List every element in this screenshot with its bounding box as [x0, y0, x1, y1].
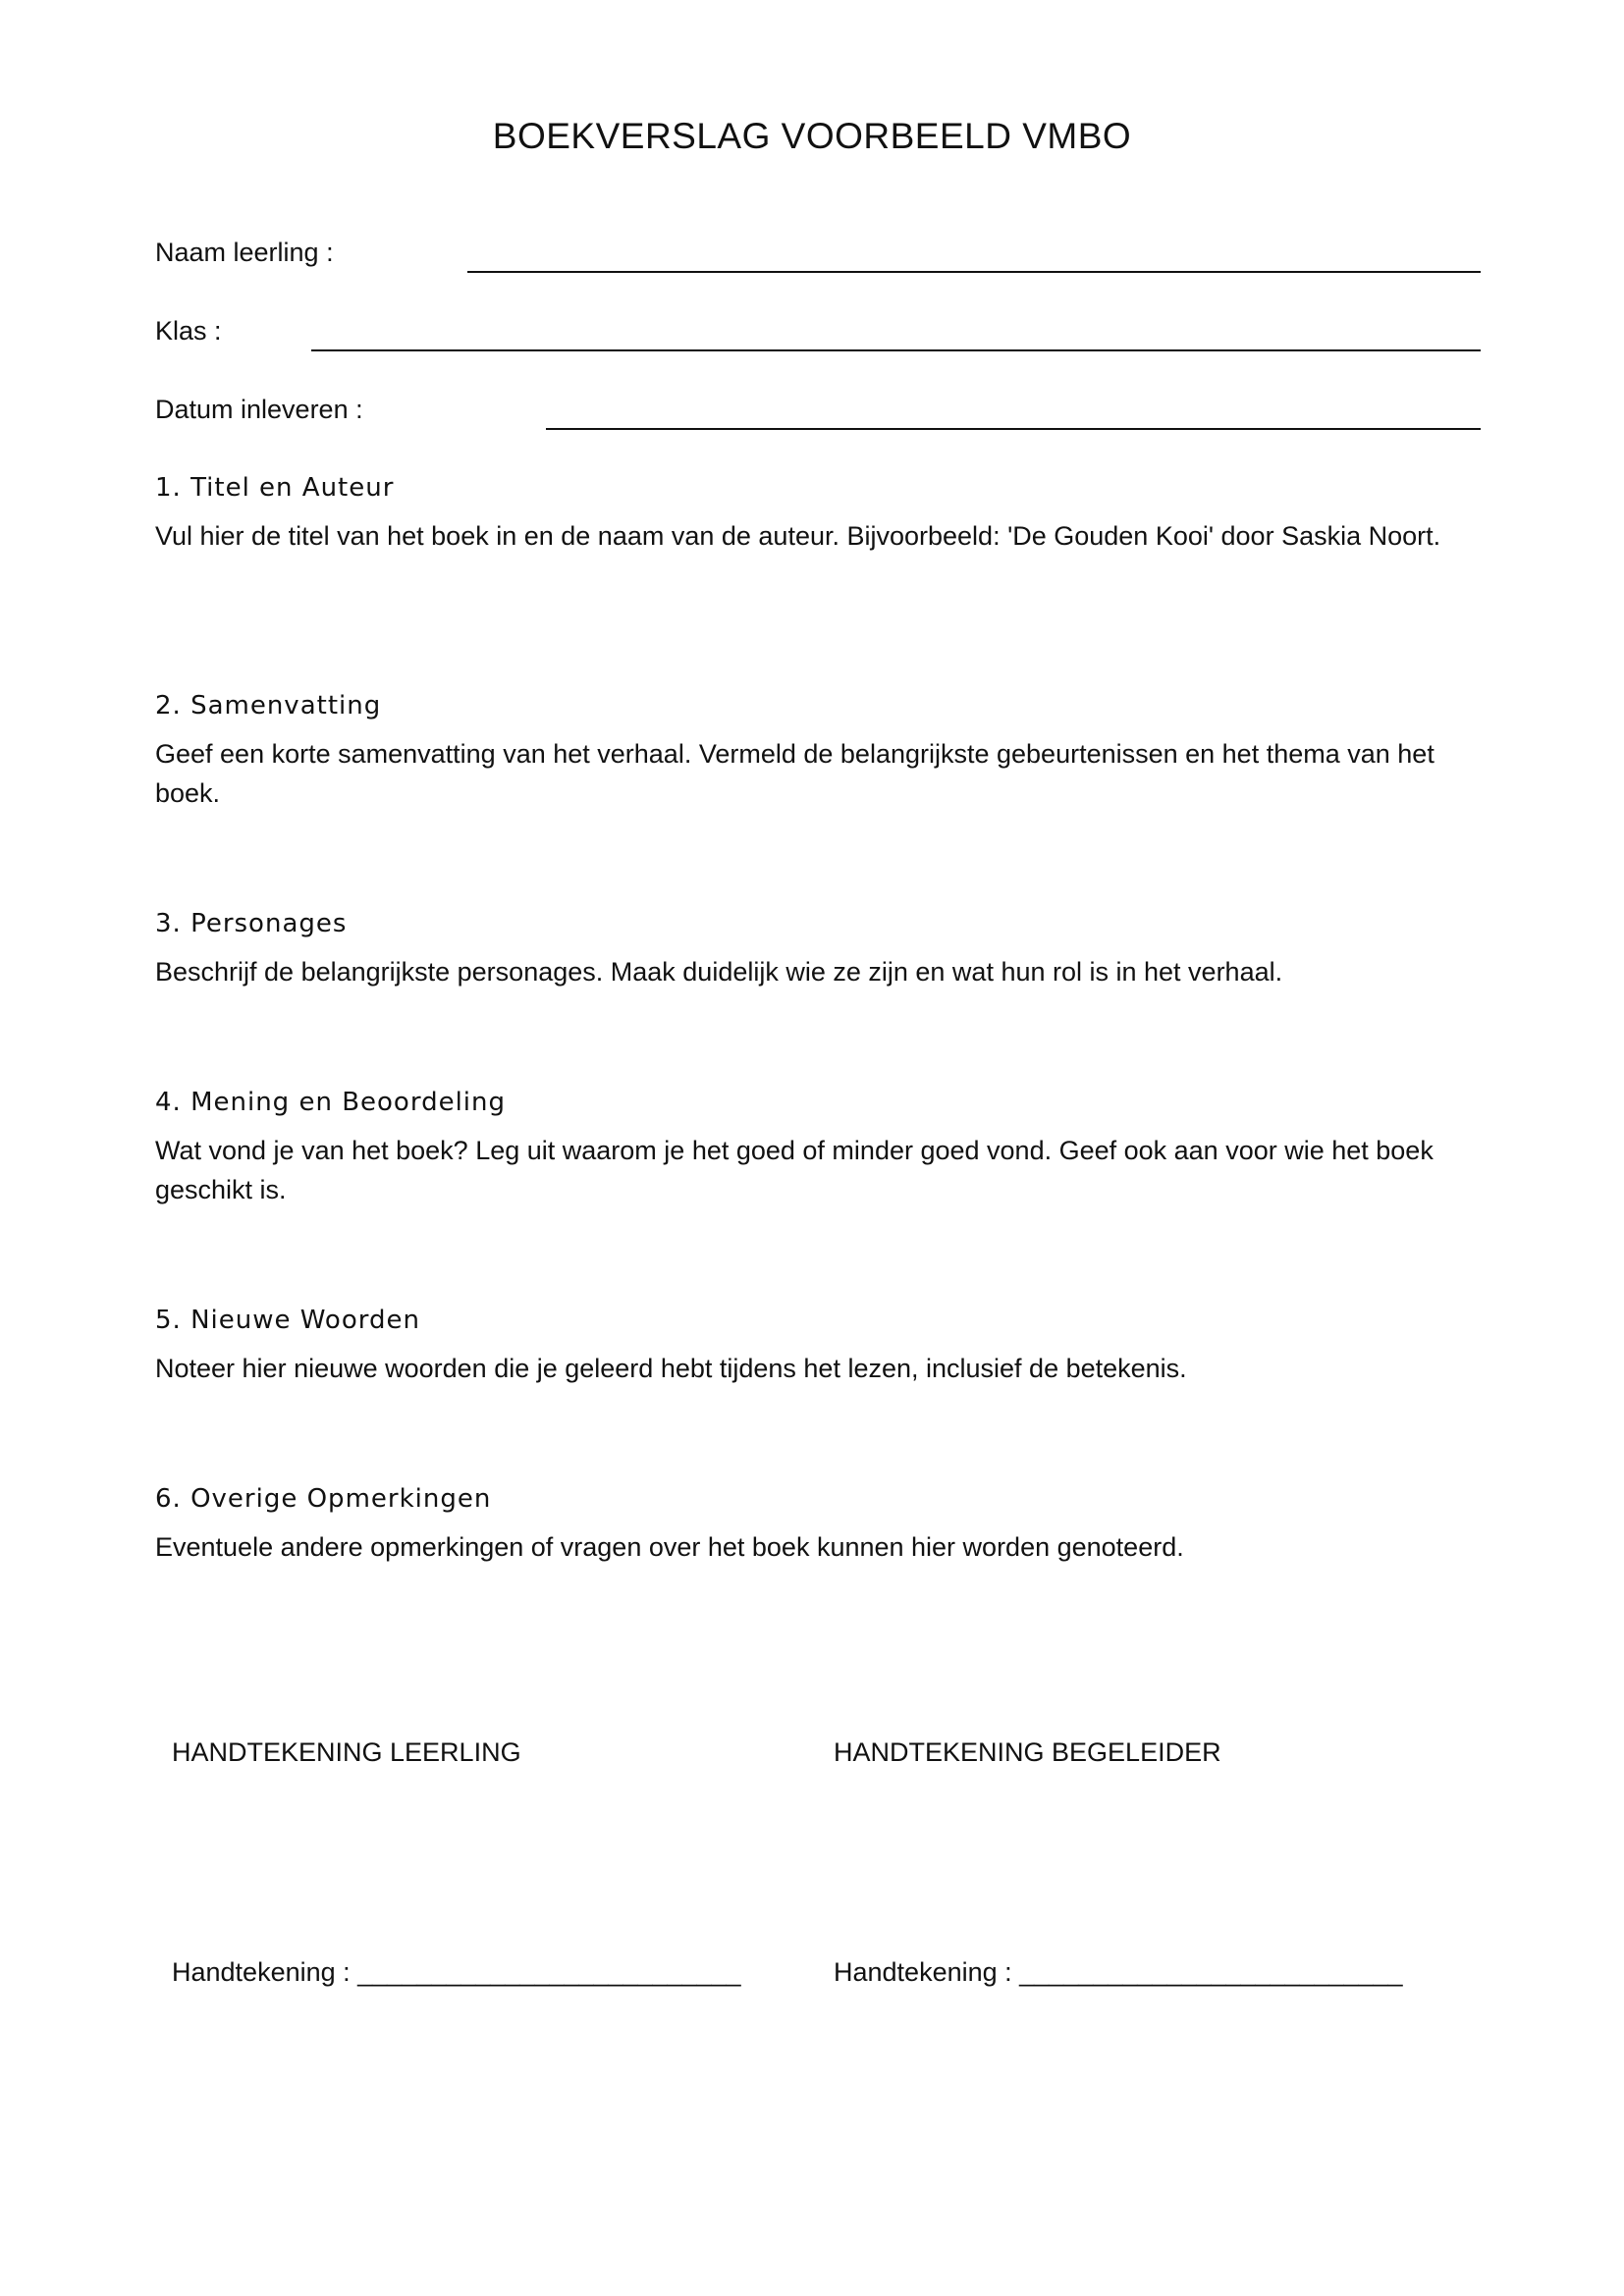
- section-body-characters: Beschrijf de belangrijkste personages. Maak duidelijk wie ze zijn en wat hun rol is in het verhaal.: [155, 957, 1283, 987]
- class-line[interactable]: [311, 349, 1481, 351]
- class-label: Klas :: [155, 316, 222, 346]
- due-date-line[interactable]: [546, 428, 1481, 430]
- student-signature-heading: HANDTEKENING LEERLING: [172, 1737, 521, 1767]
- section-body-other-remarks: Eventuele andere opmerkingen of vragen over het boek kunnen hier worden genoteerd.: [155, 1532, 1184, 1562]
- student-name-line[interactable]: [467, 271, 1481, 273]
- due-date-label: Datum inleveren :: [155, 395, 363, 424]
- section-heading-summary: 2. Samenvatting: [155, 691, 382, 721]
- supervisor-signature-heading: HANDTEKENING BEGELEIDER: [834, 1737, 1221, 1767]
- section-body-opinion: Wat vond je van het boek? Leg uit waarom je het goed of minder goed vond. Geef ook aan voor wie het boek geschikt is.: [155, 1136, 1434, 1204]
- section-heading-new-words: 5. Nieuwe Woorden: [155, 1306, 420, 1335]
- student-signature-line[interactable]: Handtekening : __________________________: [172, 1957, 741, 1987]
- section-body-summary: Geef een korte samenvatting van het verhaal. Vermeld de belangrijkste gebeurtenissen en het thema van het boek.: [155, 739, 1435, 808]
- section-heading-opinion: 4. Mening en Beoordeling: [155, 1088, 506, 1117]
- student-name-label: Naam leerling :: [155, 238, 334, 267]
- section-heading-other-remarks: 6. Overige Opmerkingen: [155, 1484, 492, 1514]
- page-title: BOEKVERSLAG VOORBEELD VMBO: [492, 116, 1132, 156]
- section-body-new-words: Noteer hier nieuwe woorden die je geleerd hebt tijdens het lezen, inclusief de betekenis.: [155, 1354, 1187, 1383]
- section-heading-characters: 3. Personages: [155, 909, 348, 938]
- section-body-title-author: Vul hier de titel van het boek in en de naam van de auteur. Bijvoorbeeld: 'De Gouden Kooi' door Saskia Noort.: [155, 521, 1441, 551]
- section-heading-title-author: 1. Titel en Auteur: [155, 473, 395, 503]
- supervisor-signature-line[interactable]: Handtekening : __________________________: [834, 1957, 1403, 1987]
